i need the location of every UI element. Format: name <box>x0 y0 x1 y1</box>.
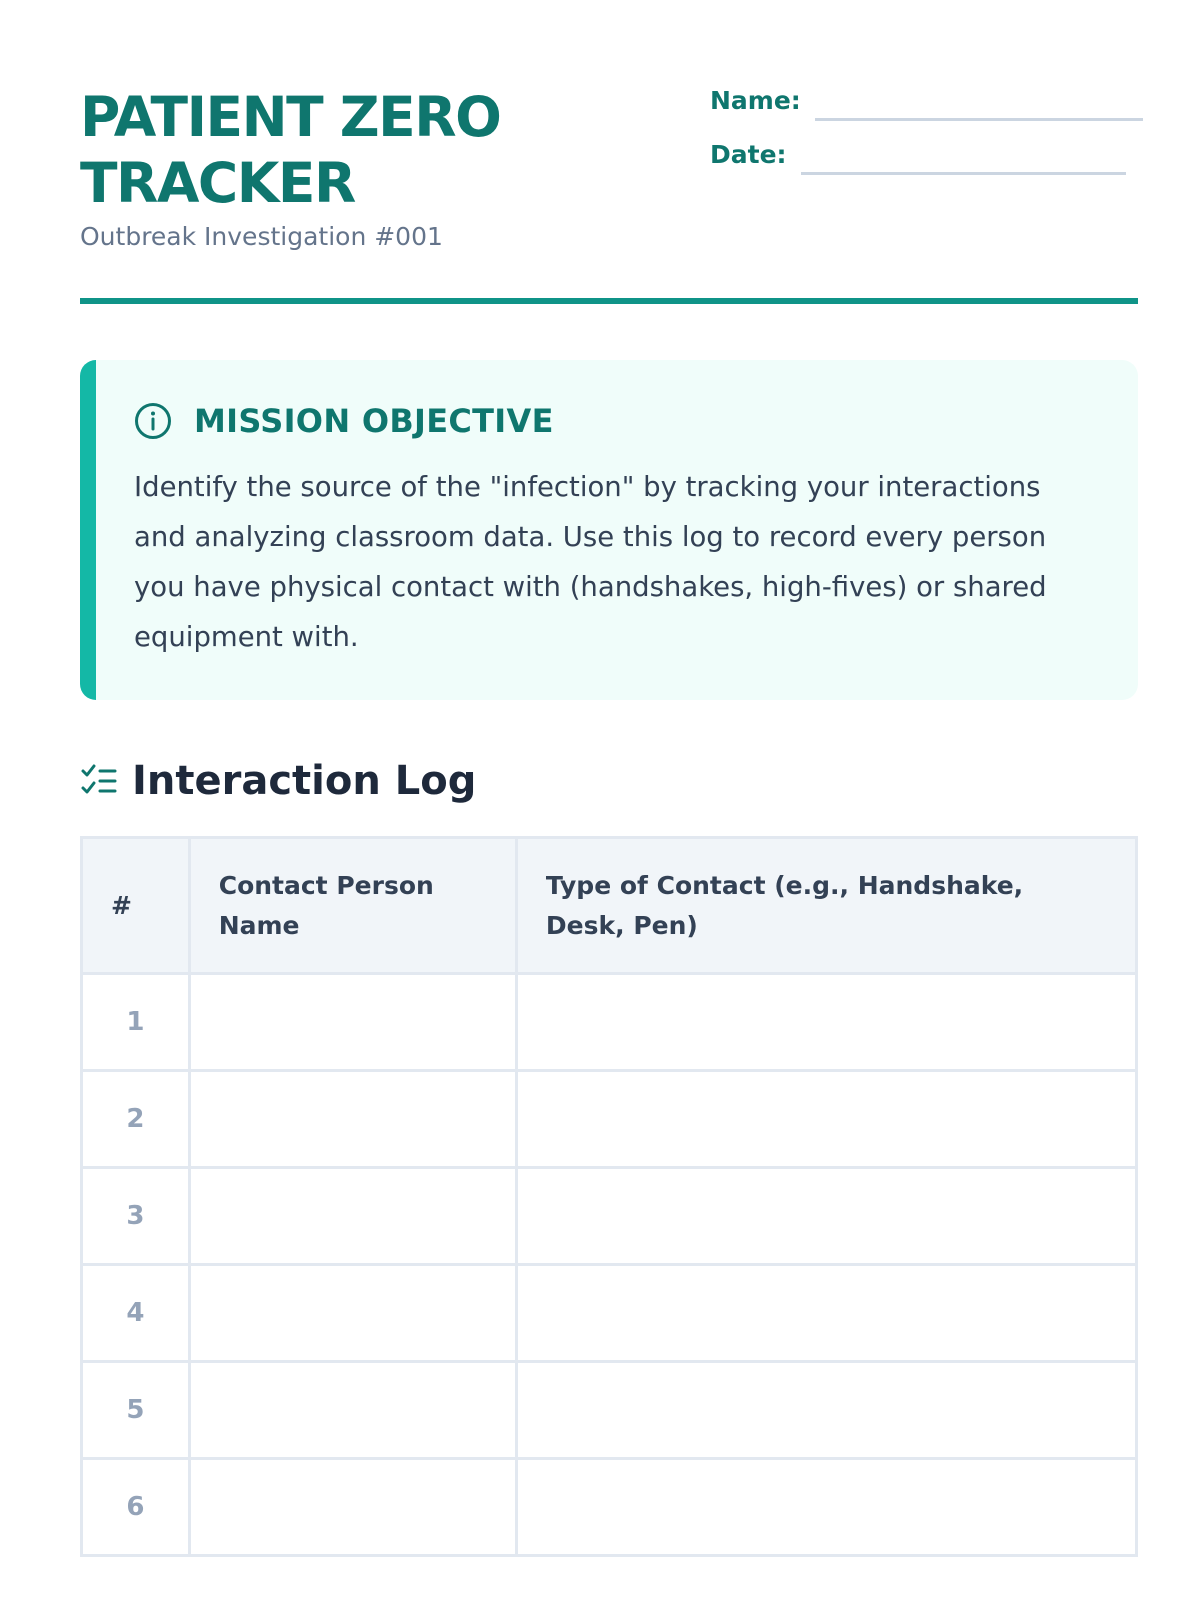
info-circle-icon <box>134 402 172 440</box>
contact-name-cell[interactable] <box>189 1168 516 1265</box>
row-number: 5 <box>82 1362 190 1459</box>
contact-type-cell[interactable] <box>516 974 1136 1071</box>
row-number: 4 <box>82 1265 190 1362</box>
contact-type-cell[interactable] <box>516 1071 1136 1168</box>
table-row <box>82 1071 1137 1168</box>
log-title: Interaction Log <box>132 758 477 804</box>
header-divider <box>80 298 1138 304</box>
name-label: Name: <box>710 86 801 115</box>
contact-type-cell[interactable] <box>516 1265 1136 1362</box>
table-row <box>82 1362 1137 1459</box>
row-number: 3 <box>82 1168 190 1265</box>
contact-name-cell[interactable] <box>189 974 516 1071</box>
objective-text: Identify the source of the "infection" by tracking your interactions and analyzing classroom data. Use this log to record every person you have physical contact with (handshakes, high-fives) or shared equipment with. <box>134 471 1047 653</box>
date-label: Date: <box>710 140 787 169</box>
date-field[interactable] <box>710 140 1126 169</box>
table-header-row <box>82 838 1137 974</box>
mission-objective-box <box>80 360 1138 700</box>
table-row <box>82 974 1137 1071</box>
worksheet-header <box>80 0 1138 305</box>
contact-name-cell[interactable] <box>189 1265 516 1362</box>
contact-type-cell[interactable] <box>516 1459 1136 1556</box>
objective-heading <box>134 402 554 440</box>
column-header-contact-name: Contact Person Name <box>189 838 516 974</box>
column-header-number: # <box>82 838 190 974</box>
interaction-log-table <box>80 836 1138 1557</box>
row-number: 1 <box>82 974 190 1071</box>
contact-name-cell[interactable] <box>189 1459 516 1556</box>
name-field[interactable] <box>710 86 1143 115</box>
contact-type-cell[interactable] <box>516 1362 1136 1459</box>
row-number: 6 <box>82 1459 190 1556</box>
date-blank-line[interactable] <box>801 172 1126 175</box>
row-number: 2 <box>82 1071 190 1168</box>
contact-name-cell[interactable] <box>189 1362 516 1459</box>
name-blank-line[interactable] <box>815 118 1143 121</box>
checklist-icon <box>80 762 118 800</box>
interaction-log-heading <box>80 758 476 804</box>
page-subtitle: Outbreak Investigation #001 <box>80 222 443 251</box>
contact-type-cell[interactable] <box>516 1168 1136 1265</box>
worksheet-page <box>80 0 1138 1522</box>
table-row <box>82 1459 1137 1556</box>
page-title: PATIENT ZERO TRACKER <box>80 85 501 215</box>
table-row <box>82 1265 1137 1362</box>
objective-title: MISSION OBJECTIVE <box>194 402 554 440</box>
column-header-contact-type: Type of Contact (e.g., Handshake, Desk, Pen) <box>516 838 1136 974</box>
table-row <box>82 1168 1137 1265</box>
contact-name-cell[interactable] <box>189 1071 516 1168</box>
